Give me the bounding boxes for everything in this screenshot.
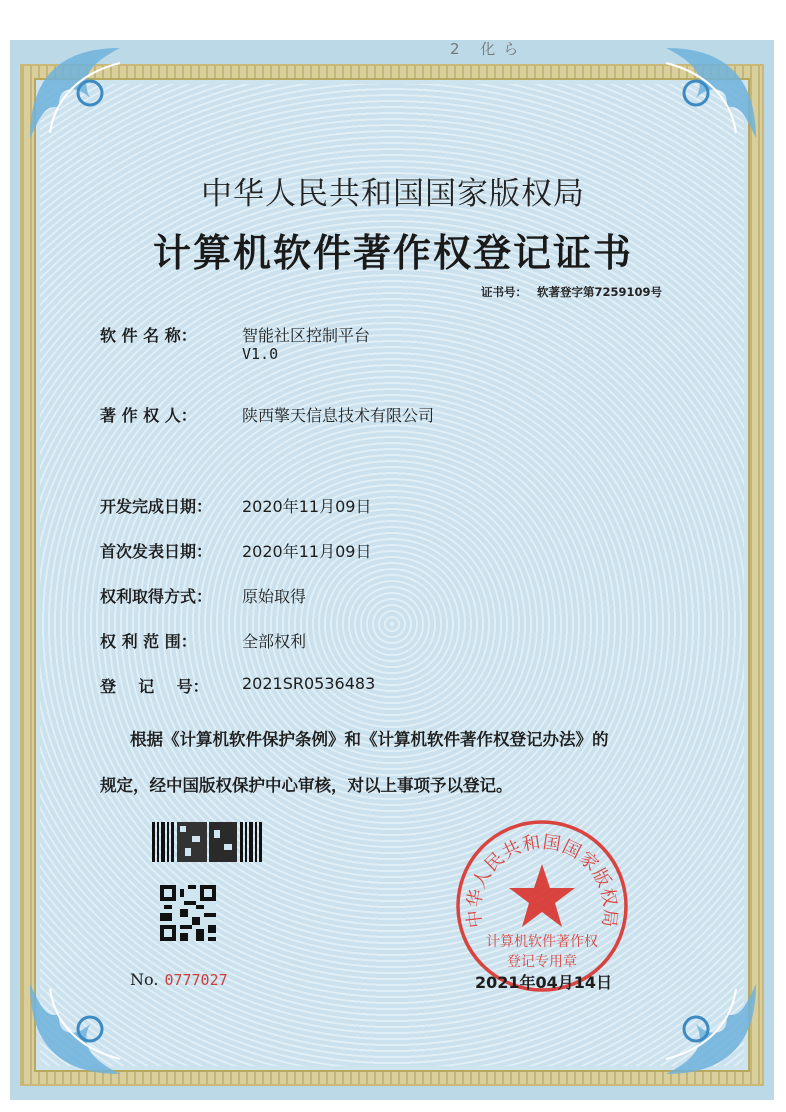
certificate-number-label: 证书号： — [481, 285, 527, 299]
field-development-date — [100, 494, 372, 517]
field-value: 全部权利 — [242, 632, 307, 651]
certificate-title: 计算机软件著作权登记证书 — [152, 230, 633, 275]
field-acquisition-method — [100, 584, 307, 607]
field-label: 著 作 权 人： — [100, 406, 197, 425]
field-value: 智能社区控制平台 — [242, 326, 371, 345]
field-label: 首次发表日期： — [100, 542, 213, 561]
field-registration-number — [100, 674, 376, 697]
handwritten-note: 2 化ら — [450, 40, 527, 58]
issuer-title: 中华人民共和国国家版权局 — [201, 176, 585, 212]
field-version: V1.0 — [242, 345, 279, 363]
serial-prefix: No. — [130, 970, 159, 989]
declaration-line-2: 规定，经中国版权保护中心审核，对以上事项予以登记。 — [100, 776, 513, 795]
seal-ring-text: 中华人民共和国国家版权局 — [463, 831, 621, 930]
field-label: 登 记 号： — [100, 677, 209, 696]
corner-ornament-bottom-right — [646, 974, 766, 1084]
field-rights-scope — [100, 629, 307, 652]
serial-number — [130, 970, 228, 989]
certificate-number — [481, 284, 662, 300]
field-value: 2021SR0536483 — [242, 674, 376, 693]
field-label: 软 件 名 称： — [100, 326, 197, 345]
field-value: 原始取得 — [242, 587, 307, 606]
field-value: 2020年11月09日 — [242, 542, 372, 561]
field-label: 开发完成日期： — [100, 497, 213, 516]
barcode — [152, 822, 265, 862]
field-label: 权 利 范 围： — [100, 632, 197, 651]
field-value: 2020年11月09日 — [242, 497, 372, 516]
gold-border — [20, 64, 764, 1086]
official-seal — [452, 816, 632, 996]
seal-line-2: 登记专用章 — [507, 954, 577, 970]
field-value: 陕西擎天信息技术有限公司 — [242, 406, 435, 425]
seal-line-1: 计算机软件著作权 — [486, 934, 598, 950]
field-label: 权利取得方式： — [100, 587, 213, 606]
issue-date: 2021年04月14日 — [475, 973, 613, 992]
field-software-name — [100, 323, 371, 363]
corner-ornament-bottom-left — [20, 974, 140, 1084]
field-publication-date — [100, 539, 372, 562]
corner-ornament-top-right — [646, 38, 766, 148]
declaration-line-1: 根据《计算机软件保护条例》和《计算机软件著作权登记办法》的 — [130, 730, 609, 749]
qr-code — [160, 884, 216, 942]
star-icon — [509, 864, 575, 927]
certificate-number-value: 软著登字第7259109号 — [537, 285, 663, 299]
corner-ornament-top-left — [20, 38, 140, 148]
field-copyright-owner — [100, 403, 435, 426]
serial-value: 0777027 — [164, 971, 228, 989]
